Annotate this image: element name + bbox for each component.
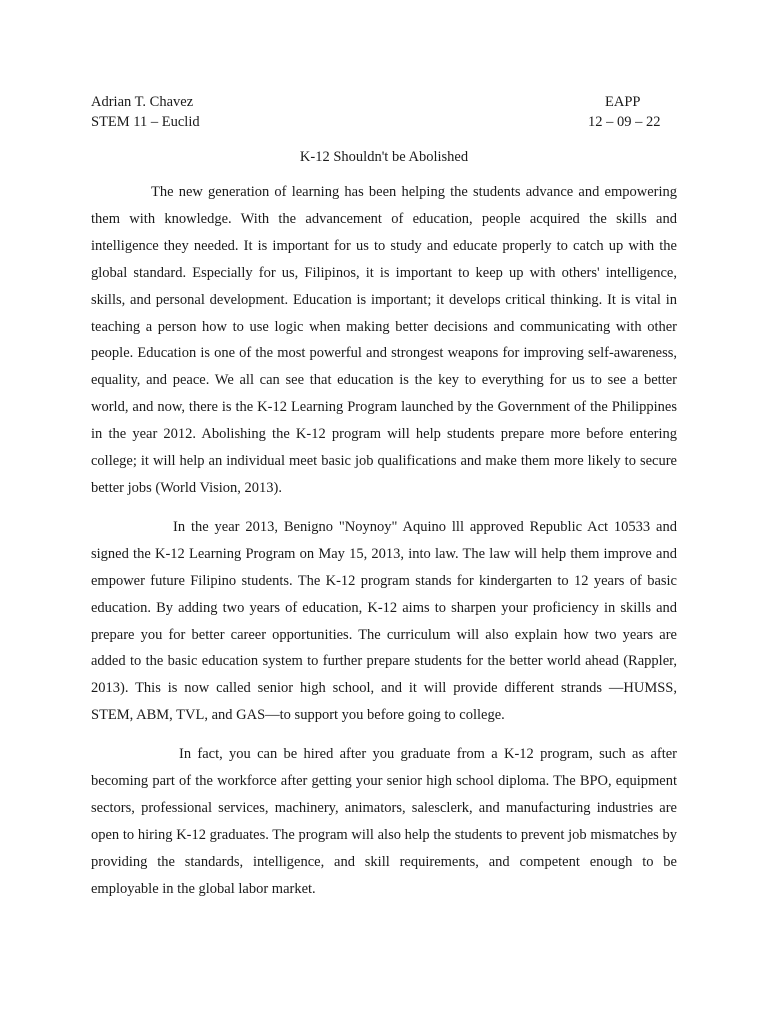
paragraph-3: In fact, you can be hired after you graduate from a K-12 program, such as after becoming part of the workforce after getting your senior high school diploma. The BPO, equipment sectors, professional services, machinery, animators, salesclerk, and manufacturing industries are open to hiring K-12 graduates. The program will also help the students to prevent job mismatches by providing the standards, intelligence, and skill requirements, and competent enough to be employable in the global labor market. — [91, 746, 677, 897]
class-section: STEM 11 – Euclid — [91, 114, 200, 130]
subject-label: EAPP — [605, 94, 641, 110]
paragraph-1: The new generation of learning has been helping the students advance and empowering them with knowledge. With the advancement of education, people acquired the skills and intelligence they needed. It is important for us to study and educate properly to catch up with the global standard. Especially for us, Filipinos, it is important to keep up with others' intelligence, skills, and personal development. Education is important; it develops critical thinking. It is vital in teaching a person how to use logic when making better decisions and communicating with other people. Education is one of the most powerful and strongest weapons for improving self-awareness, equality, and peace. We all can see that education is the key to everything for us to see a better world, and now, there is the K-12 Learning Program launched by the Government of the Philippines in the year 2012. Abolishing the K-12 program will help students prepare more before entering college; it will help an individual meet basic job qualifications and make them more likely to secure better jobs (World Vision, 2013). — [91, 184, 677, 496]
document-date: 12 – 09 – 22 — [588, 114, 661, 130]
paragraph-2: In the year 2013, Benigno "Noynoy" Aquino lll approved Republic Act 10533 and signed the K-12 Learning Program on May 15, 2013, into law. The law will help them improve and empower future Filipino students. The K-12 program stands for kindergarten to 12 years of basic education. By adding two years of education, K-12 aims to sharpen your proficiency in skills and prepare you for better career opportunities. The curriculum will also explain how two years are added to the basic education system to further prepare students for the better world ahead (Rappler, 2013). This is now called senior high school, and it will provide different strands —HUMSS, STEM, ABM, TVL, and GAS—to support you before going to college. — [91, 518, 677, 724]
header-row-2 — [91, 112, 677, 132]
header-row-1 — [91, 92, 677, 112]
essay-title: K-12 Shouldn't be Abolished — [299, 149, 469, 165]
document-page — [91, 92, 677, 903]
author-name: Adrian T. Chavez — [91, 94, 194, 110]
